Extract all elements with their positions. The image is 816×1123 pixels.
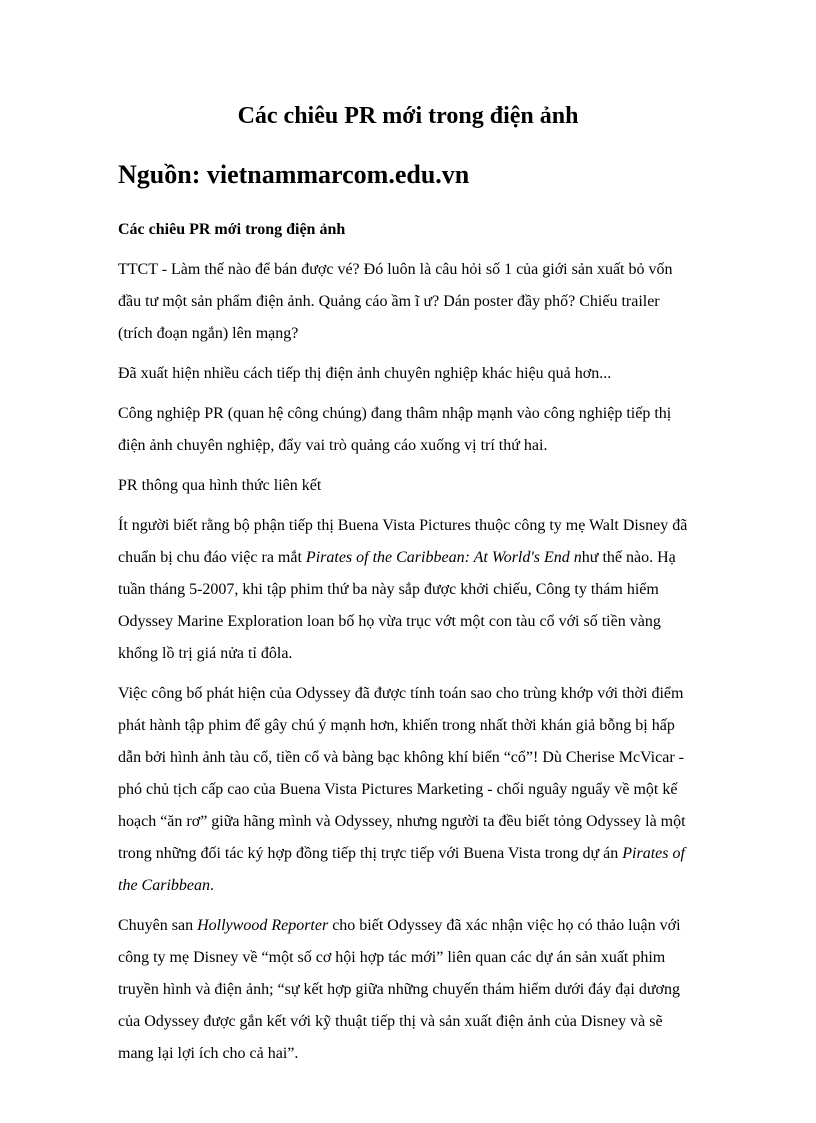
article-subheading: Các chiêu PR mới trong điện ảnh xyxy=(118,221,346,238)
text-line xyxy=(118,910,700,942)
article-body xyxy=(118,214,700,1078)
paragraph-7 xyxy=(118,910,700,1070)
text-run: chuẩn bị chu đáo việc ra mắt xyxy=(118,549,306,566)
film-title: Pirates of the Caribbean: At World's End n xyxy=(305,549,582,566)
publication-title: Hollywood Reporter xyxy=(197,917,329,934)
source-line: Nguồn: vietnammarcom.edu.vn xyxy=(118,160,470,189)
text-line: Đã xuất hiện nhiều cách tiếp thị điện ảnh chuyên nghiệp khác hiệu quả hơn... xyxy=(118,365,612,382)
text-line: điện ảnh chuyên nghiệp, đẩy vai trò quảng cáo xuống vị trí thứ hai. xyxy=(118,437,548,454)
text-line xyxy=(118,870,700,902)
text-line: (trích đoạn ngắn) lên mạng? xyxy=(118,325,299,342)
text-run: trong những đối tác ký hợp đồng tiếp thị trực tiếp với Buena Vista trong dự án xyxy=(118,845,623,862)
paragraph-section-heading xyxy=(118,470,700,502)
paragraph-intro xyxy=(118,254,700,350)
text-line: Odyssey Marine Exploration loan bố họ vừa trục vớt một con tàu cổ với số tiền vàng xyxy=(118,613,661,630)
text-line: của Odyssey được gắn kết với kỹ thuật tiếp thị và sản xuất điện ảnh của Disney và sẽ xyxy=(118,1013,663,1030)
text-line: đầu tư một sản phẩm điện ảnh. Quảng cáo ầm ĩ ư? Dán poster đầy phố? Chiếu trailer xyxy=(118,293,660,310)
paragraph-5 xyxy=(118,510,700,670)
text-run: hư thế nào. Hạ xyxy=(581,549,676,566)
paragraph-3 xyxy=(118,398,700,462)
film-title: Pirates of xyxy=(622,845,685,862)
text-line: dẫn bởi hình ảnh tàu cổ, tiền cổ và bàng bạc không khí biển “cổ”! Dù Cherise McVicar - xyxy=(118,749,684,766)
text-line: TTCT - Làm thế nào để bán được vé? Đó luôn là câu hỏi số 1 của giới sản xuất bỏ vốn xyxy=(118,261,673,278)
text-line: khổng lồ trị giá nửa tỉ đôla. xyxy=(118,645,293,662)
text-run: cho biết Odyssey đã xác nhận việc họ có thảo luận với xyxy=(328,917,681,934)
text-line: mang lại lợi ích cho cả hai”. xyxy=(118,1045,299,1062)
text-line: truyền hình và điện ảnh; “sự kết hợp giữa những chuyến thám hiểm dưới đáy đại dương xyxy=(118,981,680,998)
film-title: the Caribbean xyxy=(118,877,210,894)
text-line xyxy=(118,838,700,870)
text-line: phát hành tập phim để gây chú ý mạnh hơn, khiến trong nhất thời khán giả bỗng bị hấp xyxy=(118,717,675,734)
document-title: Các chiêu PR mới trong điện ảnh xyxy=(237,103,579,129)
text-line: hoạch “ăn rơ” giữa hãng mình và Odyssey, nhưng người ta đều biết tỏng Odyssey là một xyxy=(118,813,686,830)
text-run: . xyxy=(210,877,214,894)
text-line: tuần tháng 5-2007, khi tập phim thứ ba này sắp được khởi chiếu, Công ty thám hiểm xyxy=(118,581,659,598)
paragraph-2 xyxy=(118,358,700,390)
section-heading: PR thông qua hình thức liên kết xyxy=(118,477,322,494)
paragraph-6 xyxy=(118,678,700,902)
text-line: phó chủ tịch cấp cao của Buena Vista Pictures Marketing - chối nguây nguẩy về một kế xyxy=(118,781,678,798)
text-line: Việc công bố phát hiện của Odyssey đã được tính toán sao cho trùng khớp với thời điểm xyxy=(118,685,684,702)
text-line: Công nghiệp PR (quan hệ công chúng) đang thâm nhập mạnh vào công nghiệp tiếp thị xyxy=(118,405,672,422)
text-run: Chuyên san xyxy=(118,917,198,934)
text-line xyxy=(118,542,700,574)
text-line: công ty mẹ Disney về “một số cơ hội hợp tác mới” liên quan các dự án sản xuất phim xyxy=(118,949,666,966)
text-line: Ít người biết rằng bộ phận tiếp thị Buena Vista Pictures thuộc công ty mẹ Walt Disney đã xyxy=(118,517,688,534)
